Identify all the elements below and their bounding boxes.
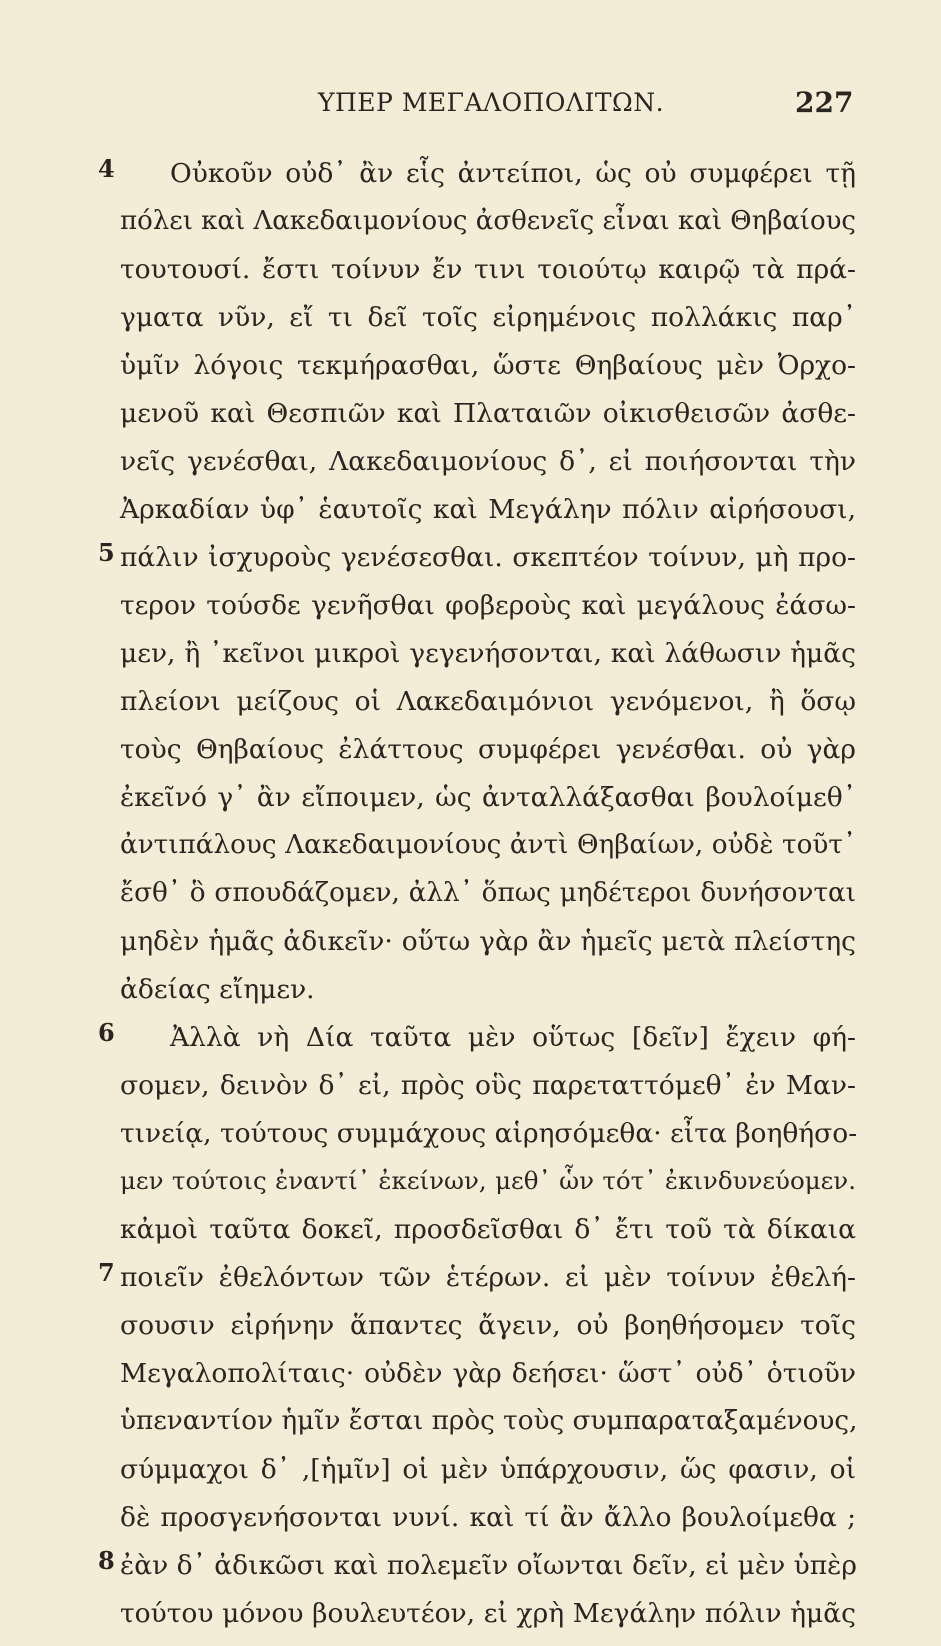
text-line: ἀδείας εἴημεν. xyxy=(120,974,315,1005)
text-line: ὑπεναντίον ἡμῖν ἔσται πρὸς τοὺς συμπαραταξαμένους, xyxy=(120,1406,858,1436)
section-number: 8 xyxy=(98,1546,115,1575)
text-line: τούτου μόνου βουλευτέον, εἰ χρὴ Μεγάλην πόλιν ἡμᾶς xyxy=(120,1598,856,1629)
text-line: δὲ προσγενήσονται νυνί. καὶ τί ἂν ἄλλο βουλοίμεθα ; xyxy=(120,1502,856,1533)
text-line: τερον τούσδε γενῆσθαι φοβεροὺς καὶ μεγάλους ἐάσω- xyxy=(120,590,856,621)
section-number: 6 xyxy=(98,1018,115,1047)
text-line: νεῖς γενέσθαι, Λακεδαιμονίους δ᾽, εἰ ποιήσονται τὴν xyxy=(120,446,856,477)
text-line: σουσιν εἰρήνην ἅπαντες ἄγειν, οὐ βοηθήσομεν τοῖς xyxy=(120,1310,856,1341)
text-line: πλείονι μείζους οἱ Λακεδαιμόνιοι γενόμενοι, ἢ ὅσῳ xyxy=(120,686,856,717)
text-line: Μεγαλοπολίταις· οὐδὲν γὰρ δεήσει· ὥστ᾽ οὐδ᾽ ὁτιοῦν xyxy=(120,1358,856,1389)
section-number: 7 xyxy=(98,1258,115,1287)
text-line: σομεν, δεινὸν δ᾽ εἰ, πρὸς οὓς παρεταττόμεθ᾽ ἐν Μαν- xyxy=(120,1070,856,1101)
text-line: τουτουσί. ἔστι τοίνυν ἔν τινι τοιούτῳ καιρῷ τὰ πρά- xyxy=(120,254,856,285)
page-number: 227 xyxy=(795,86,854,119)
text-line: μεν τούτοις ἐναντί᾽ ἐκείνων, μεθ᾽ ὧν τότ᾽ ἐκινδυνεύομεν. xyxy=(120,1166,856,1195)
text-line: μηδὲν ἡμᾶς ἀδικεῖν· οὕτω γὰρ ἂν ἡμεῖς μετὰ πλείστης xyxy=(120,926,856,957)
text-line: ὑμῖν λόγοις τεκμήρασθαι, ὥστε Θηβαίους μὲν Ὀρχο- xyxy=(120,350,856,381)
text-line: ἔσθ᾽ ὃ σπουδάζομεν, ἀλλ᾽ ὅπως μηδέτεροι δυνήσονται xyxy=(120,878,856,908)
text-line: ποιεῖν ἐθελόντων τῶν ἑτέρων. εἰ μὲν τοίνυν ἐθελή- xyxy=(120,1262,856,1293)
text-line: Ἀλλὰ νὴ Δία ταῦτα μὲν οὕτως [δεῖν] ἔχειν φή- xyxy=(170,1022,856,1053)
text-line: πόλει καὶ Λακεδαιμονίους ἀσθενεῖς εἶναι καὶ Θηβαίους xyxy=(120,206,856,236)
text-line: Οὐκοῦν οὐδ᾽ ἂν εἷς ἀντείποι, ὡς οὐ συμφέρει τῇ xyxy=(170,158,856,189)
section-number: 4 xyxy=(98,154,115,183)
text-line: τινείᾳ, τούτους συμμάχους αἱρησόμεθα· εἶτα βοηθήσο- xyxy=(120,1118,858,1149)
text-line: μεν, ἢ ᾽κεῖνοι μικροὶ γεγενήσονται, καὶ λάθωσιν ἡμᾶς xyxy=(120,638,856,669)
text-line: κἀμοὶ ταῦτα δοκεῖ, προσδεῖσθαι δ᾽ ἔτι τοῦ τὰ δίκαια xyxy=(120,1214,856,1245)
text-line: ἐὰν δ᾽ ἀδικῶσι καὶ πολεμεῖν οἴωνται δεῖν, εἰ μὲν ὑπὲρ xyxy=(120,1550,857,1581)
text-line: Ἀρκαδίαν ὑφ᾽ ἑαυτοῖς καὶ Μεγάλην πόλιν αἱρήσουσι, xyxy=(120,494,856,525)
section-number: 5 xyxy=(98,538,115,567)
text-line: ἀντιπάλους Λακεδαιμονίους ἀντὶ Θηβαίων, οὐδὲ τοῦτ᾽ xyxy=(120,830,856,860)
text-line: τοὺς Θηβαίους ἐλάττους συμφέρει γενέσθαι. οὐ γὰρ xyxy=(120,734,856,765)
running-title: ΥΠΕΡ ΜΕΓΑΛΟΠΟΛΙΤΩΝ. xyxy=(318,88,665,117)
text-line: πάλιν ἰσχυροὺς γενέσεσθαι. σκεπτέον τοίνυν, μὴ προ- xyxy=(120,542,856,573)
text-line: μενοῦ καὶ Θεσπιῶν καὶ Πλαταιῶν οἰκισθεισῶν ἀσθε- xyxy=(120,398,856,429)
text-line: γματα νῦν, εἴ τι δεῖ τοῖς εἰρημένοις πολλάκις παρ᾽ xyxy=(120,302,856,333)
text-line: ἐκεῖνό γ᾽ ἂν εἴποιμεν, ὡς ἀνταλλάξασθαι βουλοίμεθ᾽ xyxy=(120,782,856,813)
text-line: σύμμαχοι δ᾽ ,[ἡμῖν] οἱ μὲν ὑπάρχουσιν, ὥς φασιν, οἱ xyxy=(120,1454,856,1485)
